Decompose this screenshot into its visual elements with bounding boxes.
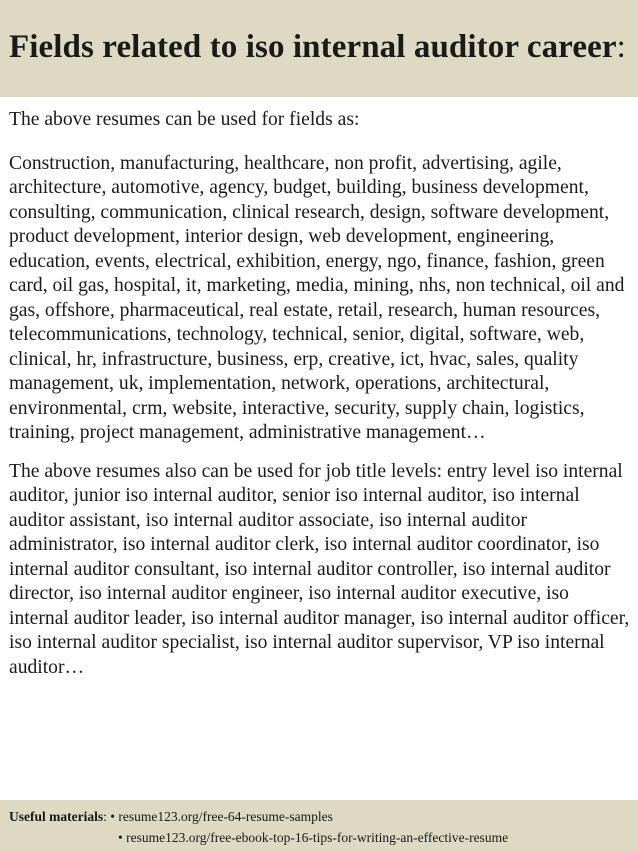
ebook-tips-link[interactable]: • resume123.org/free-ebook-top-16-tips-for-writing-an-effective-resume xyxy=(118,830,509,845)
page-title-colon: : xyxy=(616,29,626,65)
intro-text: The above resumes can be used for fields as: xyxy=(9,109,360,130)
resume-samples-link[interactable]: • resume123.org/free-64-resume-samples xyxy=(110,809,333,824)
useful-materials-label: Useful materials xyxy=(9,809,104,824)
page-title xyxy=(9,27,626,67)
useful-materials-label-suffix: : xyxy=(103,809,107,824)
main-content xyxy=(9,108,633,694)
footer-row-1 xyxy=(9,808,333,825)
page-title-text: Fields related to iso internal auditor career xyxy=(9,29,617,65)
job-levels-paragraph: The above resumes also can be used for job title levels: entry level iso internal auditor, junior iso internal auditor, senior iso internal auditor, iso internal auditor assistant, iso internal auditor associate, iso internal auditor administrator, iso internal auditor clerk, iso internal auditor coordinator, iso internal auditor consultant, iso internal auditor controller, iso internal auditor director, iso internal auditor engineer, iso internal auditor executive, iso internal auditor leader, iso internal auditor manager, iso internal auditor officer, iso internal auditor specialist, iso internal auditor supervisor, VP iso internal auditor… xyxy=(9,460,630,678)
fields-paragraph: Construction, manufacturing, healthcare, non profit, advertising, agile, architecture, automotive, agency, budget, building, business development, consulting, communication, clinical research, design, software development, product development, interior design, web development, engineering, education, events, electrical, exhibition, energy, ngo, finance, fashion, green card, oil gas, hospital, it, marketing, media, mining, nhs, non technical, oil and gas, offshore, pharmaceutical, real estate, retail, research, human resources, telecommunications, technology, technical, senior, digital, software, web, clinical, hr, infrastructure, business, erp, creative, ict, hvac, sales, quality management, uk, implementation, network, operations, architectural, environmental, crm, website, interactive, security, supply chain, logistics, training, project management, administrative management… xyxy=(9,152,625,443)
title-banner xyxy=(0,0,638,97)
footer-row-2 xyxy=(118,829,508,846)
useful-materials-footer xyxy=(0,800,638,851)
